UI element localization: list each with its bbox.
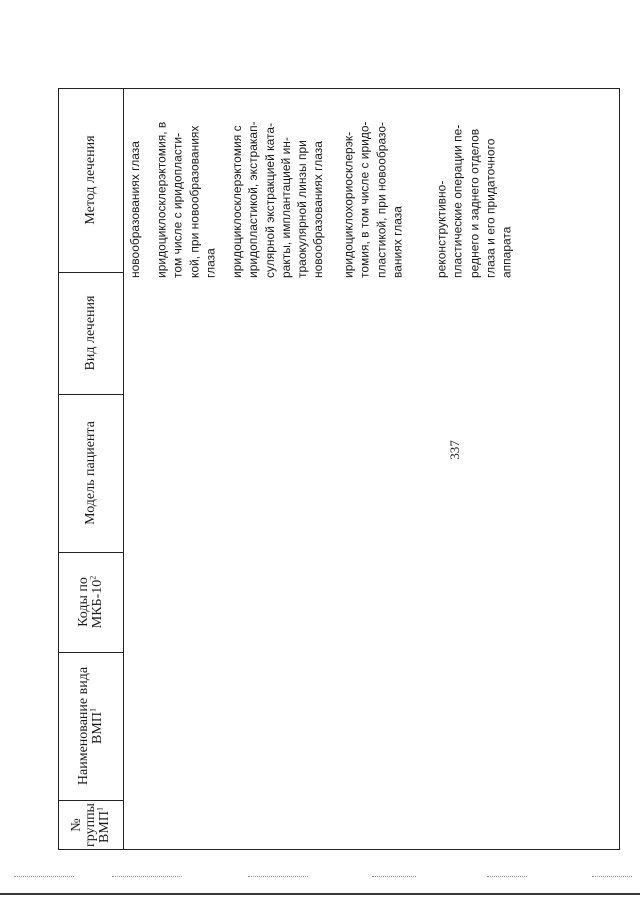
method-entry: иридоциклосклерэктомия, в том числе с иридопласти- кой, при новообразованиях глаза: [154, 121, 218, 278]
column-divider: [58, 652, 124, 653]
header-icd-codes: Коды по МКБ-$10^2$: [76, 575, 105, 629]
method-entry: реконструктивно- пластические операции пе- реднего и заднего отделов глаза и его придаточного аппарата: [434, 124, 514, 278]
header-treatment-type: Вид лечения: [83, 295, 98, 371]
column-divider: [58, 394, 124, 395]
header-vmp-name: Наименование вида ВМП$^1$: [76, 666, 105, 786]
scan-artifact: [112, 876, 182, 878]
method-entry: новообразованиях глаза: [127, 141, 142, 278]
method-entry: иридоциклохориосклерэк- томия, в том числе с иридо- пластикой, при новообразо- ваниях глаза: [341, 121, 405, 278]
page-number: 337: [447, 440, 462, 460]
method-entry: иридоциклосклерэктомия с иридопластикой, экстракап- сулярной экстракцией ката- ракты, имплантацией ин- траокулярной линзы при новообразованиях глаза: [230, 121, 326, 278]
header-group-number: № группы ВМП$^1$: [69, 803, 112, 847]
scan-artifact: [14, 876, 74, 878]
header-treatment-method: Метод лечения: [83, 135, 98, 225]
header-separator: [123, 88, 124, 850]
scan-artifact: [248, 876, 308, 878]
column-divider: [58, 552, 124, 553]
scan-artifact: [372, 876, 416, 878]
header-patient-model: Модель пациента: [83, 421, 98, 525]
column-divider: [58, 272, 124, 273]
scan-artifact: [487, 876, 527, 878]
scan-artifact: [592, 876, 632, 878]
page-edge: [0, 893, 640, 895]
